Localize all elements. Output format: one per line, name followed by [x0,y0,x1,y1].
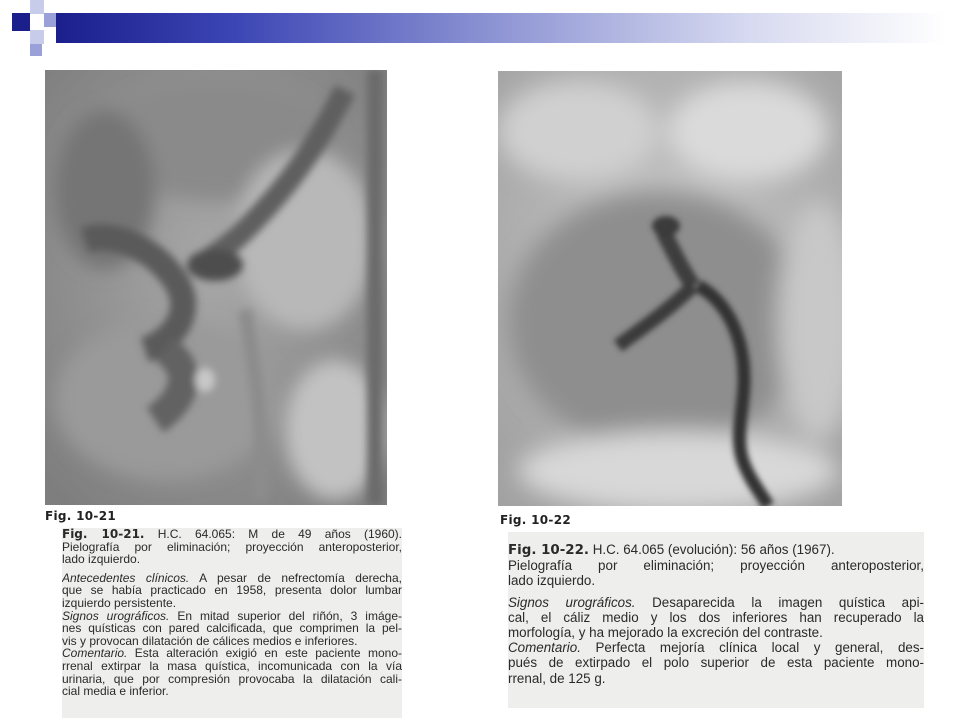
caption-line: cial media e inferior. [62,684,169,699]
caption-heading: Fig. 10-21. H.C. 64.065: M de 49 años (1960). [62,528,402,541]
header-square-light-1 [30,0,44,14]
caption-line: morfología, y ha mejorado la excreción del contraste. [508,625,823,641]
caption-line: rrenal extirpar la masa quística, incomunicada con la vía [62,658,402,673]
header-square-light-4 [30,44,42,56]
caption-line: que se había practicado en 1958, presenta dolor lumbar [62,583,402,598]
caption-signos: Signos urográficos. En mitad superior del riñón, 3 imáge- [62,608,402,623]
caption-line: Pielografía por eliminación; proyección anteroposterior, [508,558,924,574]
caption-line: Pielografía por eliminación; proyección anteroposterior, [62,539,402,554]
caption-line: lado izquierdo. [508,573,596,589]
caption-heading: Fig. 10-22. H.C. 64.065 (evolución): 56 años (1967). [508,542,835,558]
xray-image-fig-10-22 [498,71,842,506]
caption-fig-10-22 [508,532,924,708]
header-square-light-3 [30,30,44,44]
caption-line: izquierdo persistente. [62,595,177,610]
caption-fig-10-21 [62,528,402,718]
figure-label-10-21: Fig. 10-21 [45,509,117,523]
caption-comentario: Comentario. Perfecta mejoría clínica local y general, des- [508,640,924,656]
caption-line: pués de extirpado el polo superior de esta paciente mono- [508,655,924,671]
caption-line: rrenal, de 125 g. [508,670,606,686]
caption-line: vis y provocan dilatación de cálices medios e inferiores. [62,633,358,648]
caption-line: nes quísticas con pared calcificada, que comprimen la pel- [62,621,402,636]
caption-line: lado izquierdo. [62,552,141,567]
xray-image-fig-10-21 [45,70,387,505]
figure-label-10-22: Fig. 10-22 [500,513,572,527]
header-gradient-bar [56,13,946,43]
caption-antecedentes: Antecedentes clínicos. A pesar de nefrectomía derecha, [62,570,402,585]
caption-signos: Signos urográficos. Desaparecida la imagen quística api- [508,594,924,610]
caption-line: cal, el cáliz medio y los dos inferiores han recuperado la [508,609,924,625]
caption-line: urinaria, que por compresión provocaba la dilatación cali- [62,671,402,686]
header-square-dark-1 [12,13,30,31]
caption-comentario: Comentario. Esta alteración exigió en este paciente mono- [62,646,402,661]
